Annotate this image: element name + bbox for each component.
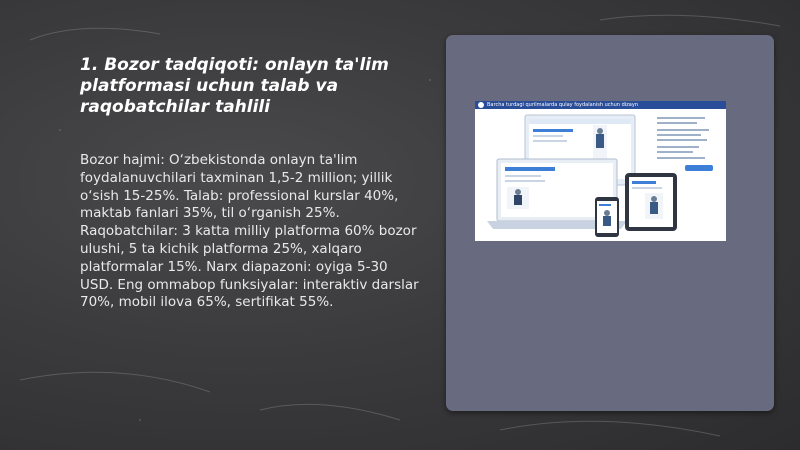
platform-screenshot <box>475 101 726 241</box>
phone-icon <box>595 197 619 237</box>
slide-title: 1. Bozor tadqiqoti: onlayn ta'lim platformasi uchun talab va raqobatchilar tahlili <box>80 55 389 117</box>
screenshot-header-text: Barcha turdagi qurilmalarda qulay foydalanish uchun dizayn <box>487 102 638 108</box>
screenshot-side-text <box>657 117 713 171</box>
tablet-icon <box>625 173 677 231</box>
devices-illustration <box>475 101 726 241</box>
slide-body-text: Bozor hajmi: O‘zbekistonda onlayn ta'lim foydalanuvchilari taxminan 1,5-2 million; yillik o‘sish 15-25%. Talab: professional kurslar 40%, maktab fanlari 35%, til o‘rganish 25%. Raqobatchilar: 3 katta milliy platforma 60% bozor ulushi, 5 ta kichik platforma 25%, xalqaro platformalar 15%. Narx diapazoni: oyiga 5-30 USD. Eng ommabop funksiyalar: interaktiv darslar 70%, mobil ilova 65%, sertifikat 55%. <box>80 152 419 311</box>
image-panel <box>446 35 774 411</box>
